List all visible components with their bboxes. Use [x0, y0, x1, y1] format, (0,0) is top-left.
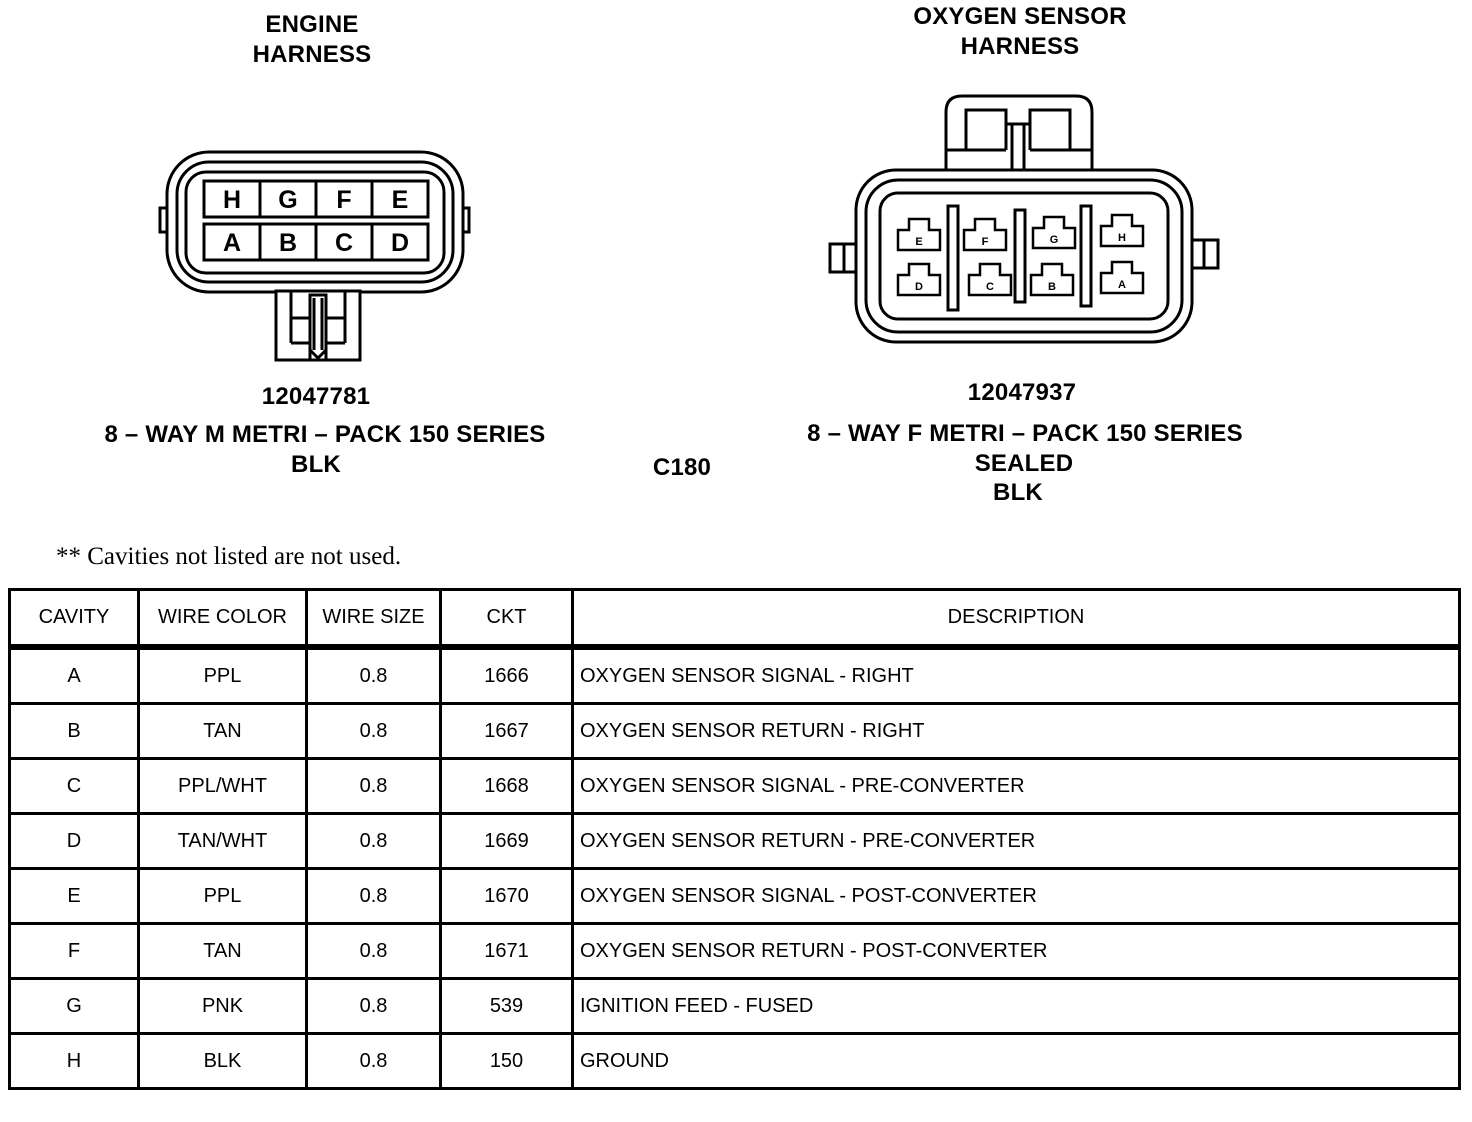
right-connector-color: BLK	[993, 479, 1043, 506]
header-wire-color: WIRE COLOR	[139, 590, 307, 648]
cavity-table	[8, 588, 1461, 1090]
cavity-label: B	[1048, 281, 1056, 293]
cell-ckt: 1670	[441, 869, 573, 924]
table-row	[10, 979, 1460, 1034]
cell-cavity: A	[10, 647, 139, 704]
cell-wire-color: TAN/WHT	[139, 814, 307, 869]
header-description: DESCRIPTION	[573, 590, 1460, 648]
right-title-line2: HARNESS	[960, 33, 1080, 60]
cavity-label: C	[334, 229, 354, 257]
table-header-row	[10, 590, 1460, 648]
cell-ckt: 1671	[441, 924, 573, 979]
cell-wire-color: PNK	[139, 979, 307, 1034]
cell-cavity: H	[10, 1034, 139, 1089]
table-row	[10, 647, 1460, 704]
cell-description: OXYGEN SENSOR RETURN - POST-CONVERTER	[573, 924, 1460, 979]
right-connector-sealing: SEALED	[974, 450, 1074, 477]
cell-wire-color: PPL	[139, 647, 307, 704]
cavity-label: B	[278, 229, 298, 257]
cell-description: OXYGEN SENSOR RETURN - RIGHT	[573, 704, 1460, 759]
cell-cavity: C	[10, 759, 139, 814]
oxygen-sensor-harness-connector	[830, 96, 1218, 342]
left-connector-spec: 8 – WAY M METRI – PACK 150 SERIES	[104, 421, 546, 448]
left-title-line2: HARNESS	[252, 41, 372, 68]
cavity-label: F	[336, 186, 352, 214]
left-connector-color: BLK	[291, 451, 341, 478]
cavity-label: D	[390, 229, 410, 257]
right-part-number: 12047937	[967, 379, 1077, 406]
cell-ckt: 539	[441, 979, 573, 1034]
cell-wire-size: 0.8	[307, 1034, 441, 1089]
unused-cavities-note: ** Cavities not listed are not used.	[56, 543, 402, 570]
connector-id: C180	[652, 454, 712, 481]
cavity-label: D	[915, 281, 923, 293]
cell-wire-size: 0.8	[307, 869, 441, 924]
header-wire-size: WIRE SIZE	[307, 590, 441, 648]
cell-cavity: D	[10, 814, 139, 869]
cell-wire-color: PPL/WHT	[139, 759, 307, 814]
header-ckt: CKT	[441, 590, 573, 648]
left-title-line1: ENGINE	[265, 11, 359, 38]
cell-cavity: E	[10, 869, 139, 924]
cavity-label: E	[915, 236, 923, 248]
cell-wire-color: TAN	[139, 704, 307, 759]
table-row	[10, 1034, 1460, 1089]
cavity-label: A	[1118, 279, 1126, 291]
cell-description: OXYGEN SENSOR SIGNAL - PRE-CONVERTER	[573, 759, 1460, 814]
cavity-label: A	[222, 229, 242, 257]
cell-description: OXYGEN SENSOR SIGNAL - POST-CONVERTER	[573, 869, 1460, 924]
cavity-label: F	[981, 236, 989, 248]
cavity-label: H	[1118, 232, 1126, 244]
cell-wire-color: BLK	[139, 1034, 307, 1089]
cell-wire-size: 0.8	[307, 814, 441, 869]
cell-wire-size: 0.8	[307, 979, 441, 1034]
left-part-number: 12047781	[261, 383, 371, 410]
cell-wire-size: 0.8	[307, 924, 441, 979]
cell-wire-size: 0.8	[307, 647, 441, 704]
cell-ckt: 1667	[441, 704, 573, 759]
cell-cavity: F	[10, 924, 139, 979]
cavity-label: E	[391, 186, 409, 214]
cell-cavity: B	[10, 704, 139, 759]
cavity-label: H	[222, 186, 242, 214]
cavity-label: G	[1049, 234, 1059, 246]
cavity-label: G	[278, 186, 298, 214]
table-row	[10, 759, 1460, 814]
cell-description: OXYGEN SENSOR RETURN - PRE-CONVERTER	[573, 814, 1460, 869]
table-row	[10, 869, 1460, 924]
table-row	[10, 924, 1460, 979]
cell-cavity: G	[10, 979, 139, 1034]
cell-wire-size: 0.8	[307, 759, 441, 814]
cell-wire-color: PPL	[139, 869, 307, 924]
header-cavity: CAVITY	[10, 590, 139, 648]
cell-wire-color: TAN	[139, 924, 307, 979]
cell-description: GROUND	[573, 1034, 1460, 1089]
cell-ckt: 150	[441, 1034, 573, 1089]
cell-ckt: 1666	[441, 647, 573, 704]
cell-wire-size: 0.8	[307, 704, 441, 759]
right-title-line1: OXYGEN SENSOR	[913, 3, 1127, 30]
table-row	[10, 704, 1460, 759]
table-row	[10, 814, 1460, 869]
right-connector-spec: 8 – WAY F METRI – PACK 150 SERIES	[807, 420, 1243, 447]
cell-ckt: 1669	[441, 814, 573, 869]
cell-description: IGNITION FEED - FUSED	[573, 979, 1460, 1034]
cell-description: OXYGEN SENSOR SIGNAL - RIGHT	[573, 647, 1460, 704]
cavity-label: C	[986, 281, 994, 293]
cell-ckt: 1668	[441, 759, 573, 814]
